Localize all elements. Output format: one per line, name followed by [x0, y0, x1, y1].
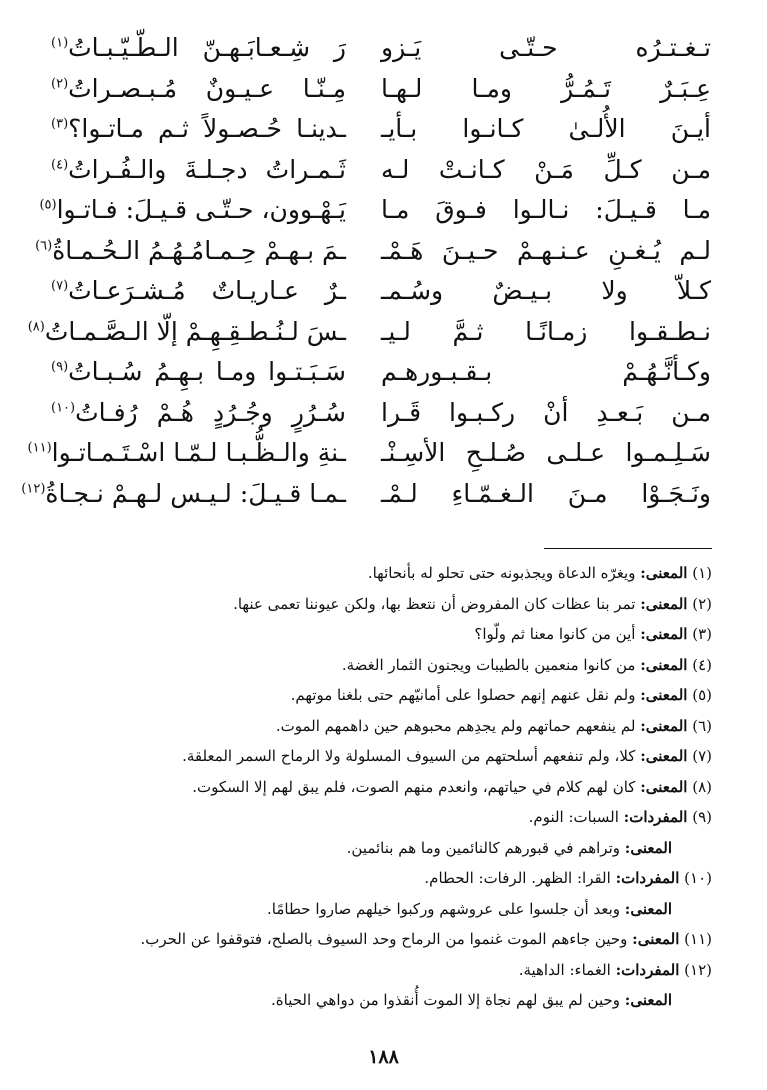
footnote-ref: (١١)	[27, 440, 52, 456]
footnote-number: (١٢)	[684, 960, 712, 979]
footnote-number: (١٠)	[684, 869, 712, 887]
footnote	[72, 558, 712, 589]
footnote	[72, 680, 712, 711]
footnote-text: وحين لم يبق لهم نجاة إلا الموت أُنقذوا من دواهي الحياة.	[271, 991, 620, 1009]
verse-2	[51, 69, 711, 110]
footnote-label: المعنى:	[640, 777, 688, 796]
footnote-label: المعنى:	[624, 991, 672, 1009]
footnote-label: المفردات:	[615, 960, 680, 979]
footnote	[72, 924, 712, 955]
footnote-ref: (٢)	[51, 76, 69, 92]
verse-second-hemistich	[21, 474, 346, 514]
verse-7	[51, 271, 711, 312]
footnote-text: تمر بنا عظات كان المفروض أن نتعظ بها، ولكن عيوننا تعمى عنها.	[233, 594, 636, 613]
footnote-ref: (٩)	[51, 359, 69, 375]
verse-first-hemistich: مـن كـلِّ مَـنْ كـانـتْ لـه	[381, 154, 711, 184]
footnote	[72, 650, 712, 681]
footnote-number: (٤)	[692, 655, 712, 674]
footnote-number: (٢)	[692, 594, 712, 613]
footnote-continuation	[72, 833, 712, 864]
verse-second-hemistich	[51, 271, 346, 311]
footnote-ref: (٨)	[27, 319, 45, 335]
footnote-text: كان لهم كلام في حياتهم، وانعدم منهم الصوت، فلم يبق لهم إلا السكوت.	[192, 777, 636, 796]
verse-first-hemistich: تـغـتـرُه حـتّـى يَـزو	[381, 33, 711, 63]
footnote-ref: (٥)	[39, 197, 57, 213]
footnote-text: ولم نقل عنهم إنهم حصلوا على أمانيّهم حتى بلغنا موتهم.	[290, 686, 636, 704]
verse-12	[21, 474, 711, 515]
footnote-label: المعنى:	[624, 838, 672, 857]
footnote-label: المعنى:	[640, 747, 688, 765]
footnote-label: المفردات:	[623, 808, 688, 826]
verse-first-hemistich: كـلاّ ولا بـيـضٌ وسُـمـ	[381, 276, 711, 306]
footnote-continuation	[72, 894, 712, 925]
verse-1	[51, 28, 711, 69]
footnote-label: المعنى:	[640, 686, 688, 704]
page-number: ١٨٨	[368, 1046, 399, 1068]
footnote-text: من كانوا منعمين بالطيبات ويجنون الثمار الغضة.	[341, 655, 636, 674]
verse-first-hemistich: لـم يُـغـنِ عـنـهـمْ حـيـنَ هَـمْـ	[381, 235, 711, 265]
hemistich-text: ثَـمـراتُ دجـلـةَ والـفُـراتُ	[68, 154, 346, 184]
footnote-text: أين من كانوا معنا ثم ولّوا؟	[474, 625, 636, 643]
footnote-text: الغماء: الداهية.	[518, 960, 611, 979]
footnote	[72, 955, 712, 986]
poem	[21, 28, 711, 514]
verse-second-hemistich	[35, 231, 346, 271]
footnote-text: القرا: الظهر. الرفات: الحطام.	[424, 869, 611, 887]
verse-5	[39, 190, 711, 231]
footnote-separator	[544, 548, 712, 549]
verse-first-hemistich: مـن بَـعـدِ أنْ ركـبـوا قَـرا	[381, 397, 711, 427]
hemistich-text: ـرٌ عـاريـاتٌ مُـشـرَعـاتُ	[68, 276, 346, 306]
verse-8	[27, 312, 711, 353]
hemistich-text: ـدينـا حُـصـولاً ثـم مـاتـوا؟	[68, 114, 346, 144]
footnote-text: كلا، ولم تنفعهم أسلحتهم من السيوف المسلولة ولا الرماح السمر المعلقة.	[182, 747, 636, 765]
footnote-ref: (١٢)	[21, 481, 46, 497]
hemistich-text: يَـهْـوون، حـتّـى قـيـلَ: فـاتـوا	[56, 195, 346, 225]
verse-first-hemistich: مـا قـيـلَ: نـالـوا فـوقَ مـا	[381, 195, 711, 225]
hemistich-text: ـمَ بـهـمْ حِـمـامُـهُـمُ الـحُـمـاةُ	[52, 235, 346, 265]
verse-6	[35, 231, 711, 272]
footnote-number: (٧)	[692, 747, 712, 765]
footnote	[72, 619, 712, 650]
footnote-label: المعنى:	[640, 625, 688, 643]
footnote-text: السبات: النوم.	[528, 808, 619, 826]
footnote	[72, 589, 712, 620]
footnote-ref: (٧)	[51, 278, 69, 294]
hemistich-text: ـسَ لـنُـطـقِـهِـمْ إلّا الـصَّـمـاتُ	[44, 316, 346, 346]
footnote-ref: (٣)	[51, 116, 69, 132]
verse-4	[51, 150, 711, 191]
verse-second-hemistich	[27, 433, 346, 473]
hemistich-text: سُـرُرٍ وجُـرُدٍ هُـمْ رُفـاتُ	[75, 397, 346, 427]
hemistich-text: مِـنّـا عـيـونٌ مُـبـصـراتُ	[68, 73, 346, 103]
verse-first-hemistich: وكـأنَّـهُـمْ بـقـبـورهـم	[381, 357, 711, 387]
verse-first-hemistich: سَـلِـمـوا عـلـى صُـلـحِ الأسِـنْـ	[381, 438, 711, 468]
footnote-ref: (٤)	[51, 157, 69, 173]
footnotes	[72, 558, 712, 1016]
hemistich-text: رَ شِـعـابَـهـنّ الـطّـيّـبـاتُ	[68, 33, 346, 63]
footnote-label: المعنى:	[640, 564, 688, 582]
hemistich-text: سَـبَـتـوا ومـا بـهِـمُ سُـبـاتُ	[68, 357, 346, 387]
verse-second-hemistich	[51, 352, 346, 392]
footnote-ref: (١٠)	[51, 400, 76, 416]
footnote-label: المعنى:	[640, 594, 688, 613]
footnote-text: وتراهم في قبورهم كالنائمين وما هم بنائمين.	[346, 838, 620, 857]
verse-3	[51, 109, 711, 150]
footnote-label: المعنى:	[640, 655, 688, 674]
footnote	[72, 802, 712, 833]
footnote-number: (٥)	[692, 686, 712, 704]
footnote	[72, 741, 712, 772]
footnote-continuation	[72, 985, 712, 1016]
footnote	[72, 772, 712, 803]
verse-first-hemistich: نـطـقـوا زمـانًـا ثـمَّ لـيـ	[381, 316, 711, 346]
footnote-number: (١)	[692, 564, 712, 582]
footnote-label: المعنى:	[624, 899, 672, 918]
footnote-label: المفردات:	[615, 869, 680, 887]
verse-9	[51, 352, 711, 393]
footnote-number: (٨)	[692, 777, 712, 796]
footnote-text: ويغرّه الدعاة ويجذبونه حتى تحلو له بأنحائها.	[367, 564, 636, 582]
footnote-text: وبعد أن جلسوا على عروشهم وركبوا خيلهم صاروا حطامًا.	[267, 899, 620, 918]
footnote-ref: (١)	[51, 35, 69, 51]
verse-second-hemistich	[39, 190, 346, 230]
footnote-number: (١١)	[684, 930, 712, 948]
verse-first-hemistich: ونَـجَـوْا مـنَ الـغـمّـاءِ لـمْـ	[381, 478, 711, 508]
footnote-label: المعنى:	[632, 930, 680, 948]
verse-second-hemistich	[51, 69, 346, 109]
footnote	[72, 863, 712, 894]
footnote-number: (٣)	[692, 625, 712, 643]
footnote-number: (٩)	[692, 808, 712, 826]
footnote-number: (٦)	[692, 716, 712, 735]
verse-first-hemistich: عِـبَـرٌ تَـمُـرُّ ومـا لـهـا	[381, 73, 711, 103]
footnote-text: وحين جاءهم الموت غنموا من الرماح وحد السيوف بالصلح، فتوقفوا عن الحرب.	[140, 930, 628, 948]
hemistich-text: ـنةِ والـظُّـبـا لـمّـا اسْـتَـمـاتـوا	[51, 438, 346, 468]
verse-11	[27, 433, 711, 474]
verse-second-hemistich	[27, 312, 346, 352]
verse-10	[51, 393, 711, 434]
footnote	[72, 711, 712, 742]
footnote-text: لم ينفعهم حماتهم ولم يجدِهم محبوهم حين داهمهم الموت.	[275, 716, 636, 735]
verse-second-hemistich	[51, 150, 346, 190]
hemistich-text: ـمـا قـيـلَ: لـيـس لـهـمْ نـجـاةُ	[45, 478, 346, 508]
verse-second-hemistich	[51, 109, 346, 149]
verse-first-hemistich: أيـنَ الأُلـىٰ كـانـوا بـأيـ	[381, 114, 711, 144]
footnote-label: المعنى:	[640, 716, 688, 735]
verse-second-hemistich	[51, 28, 346, 68]
verse-second-hemistich	[51, 393, 346, 433]
footnote-ref: (٦)	[35, 238, 53, 254]
